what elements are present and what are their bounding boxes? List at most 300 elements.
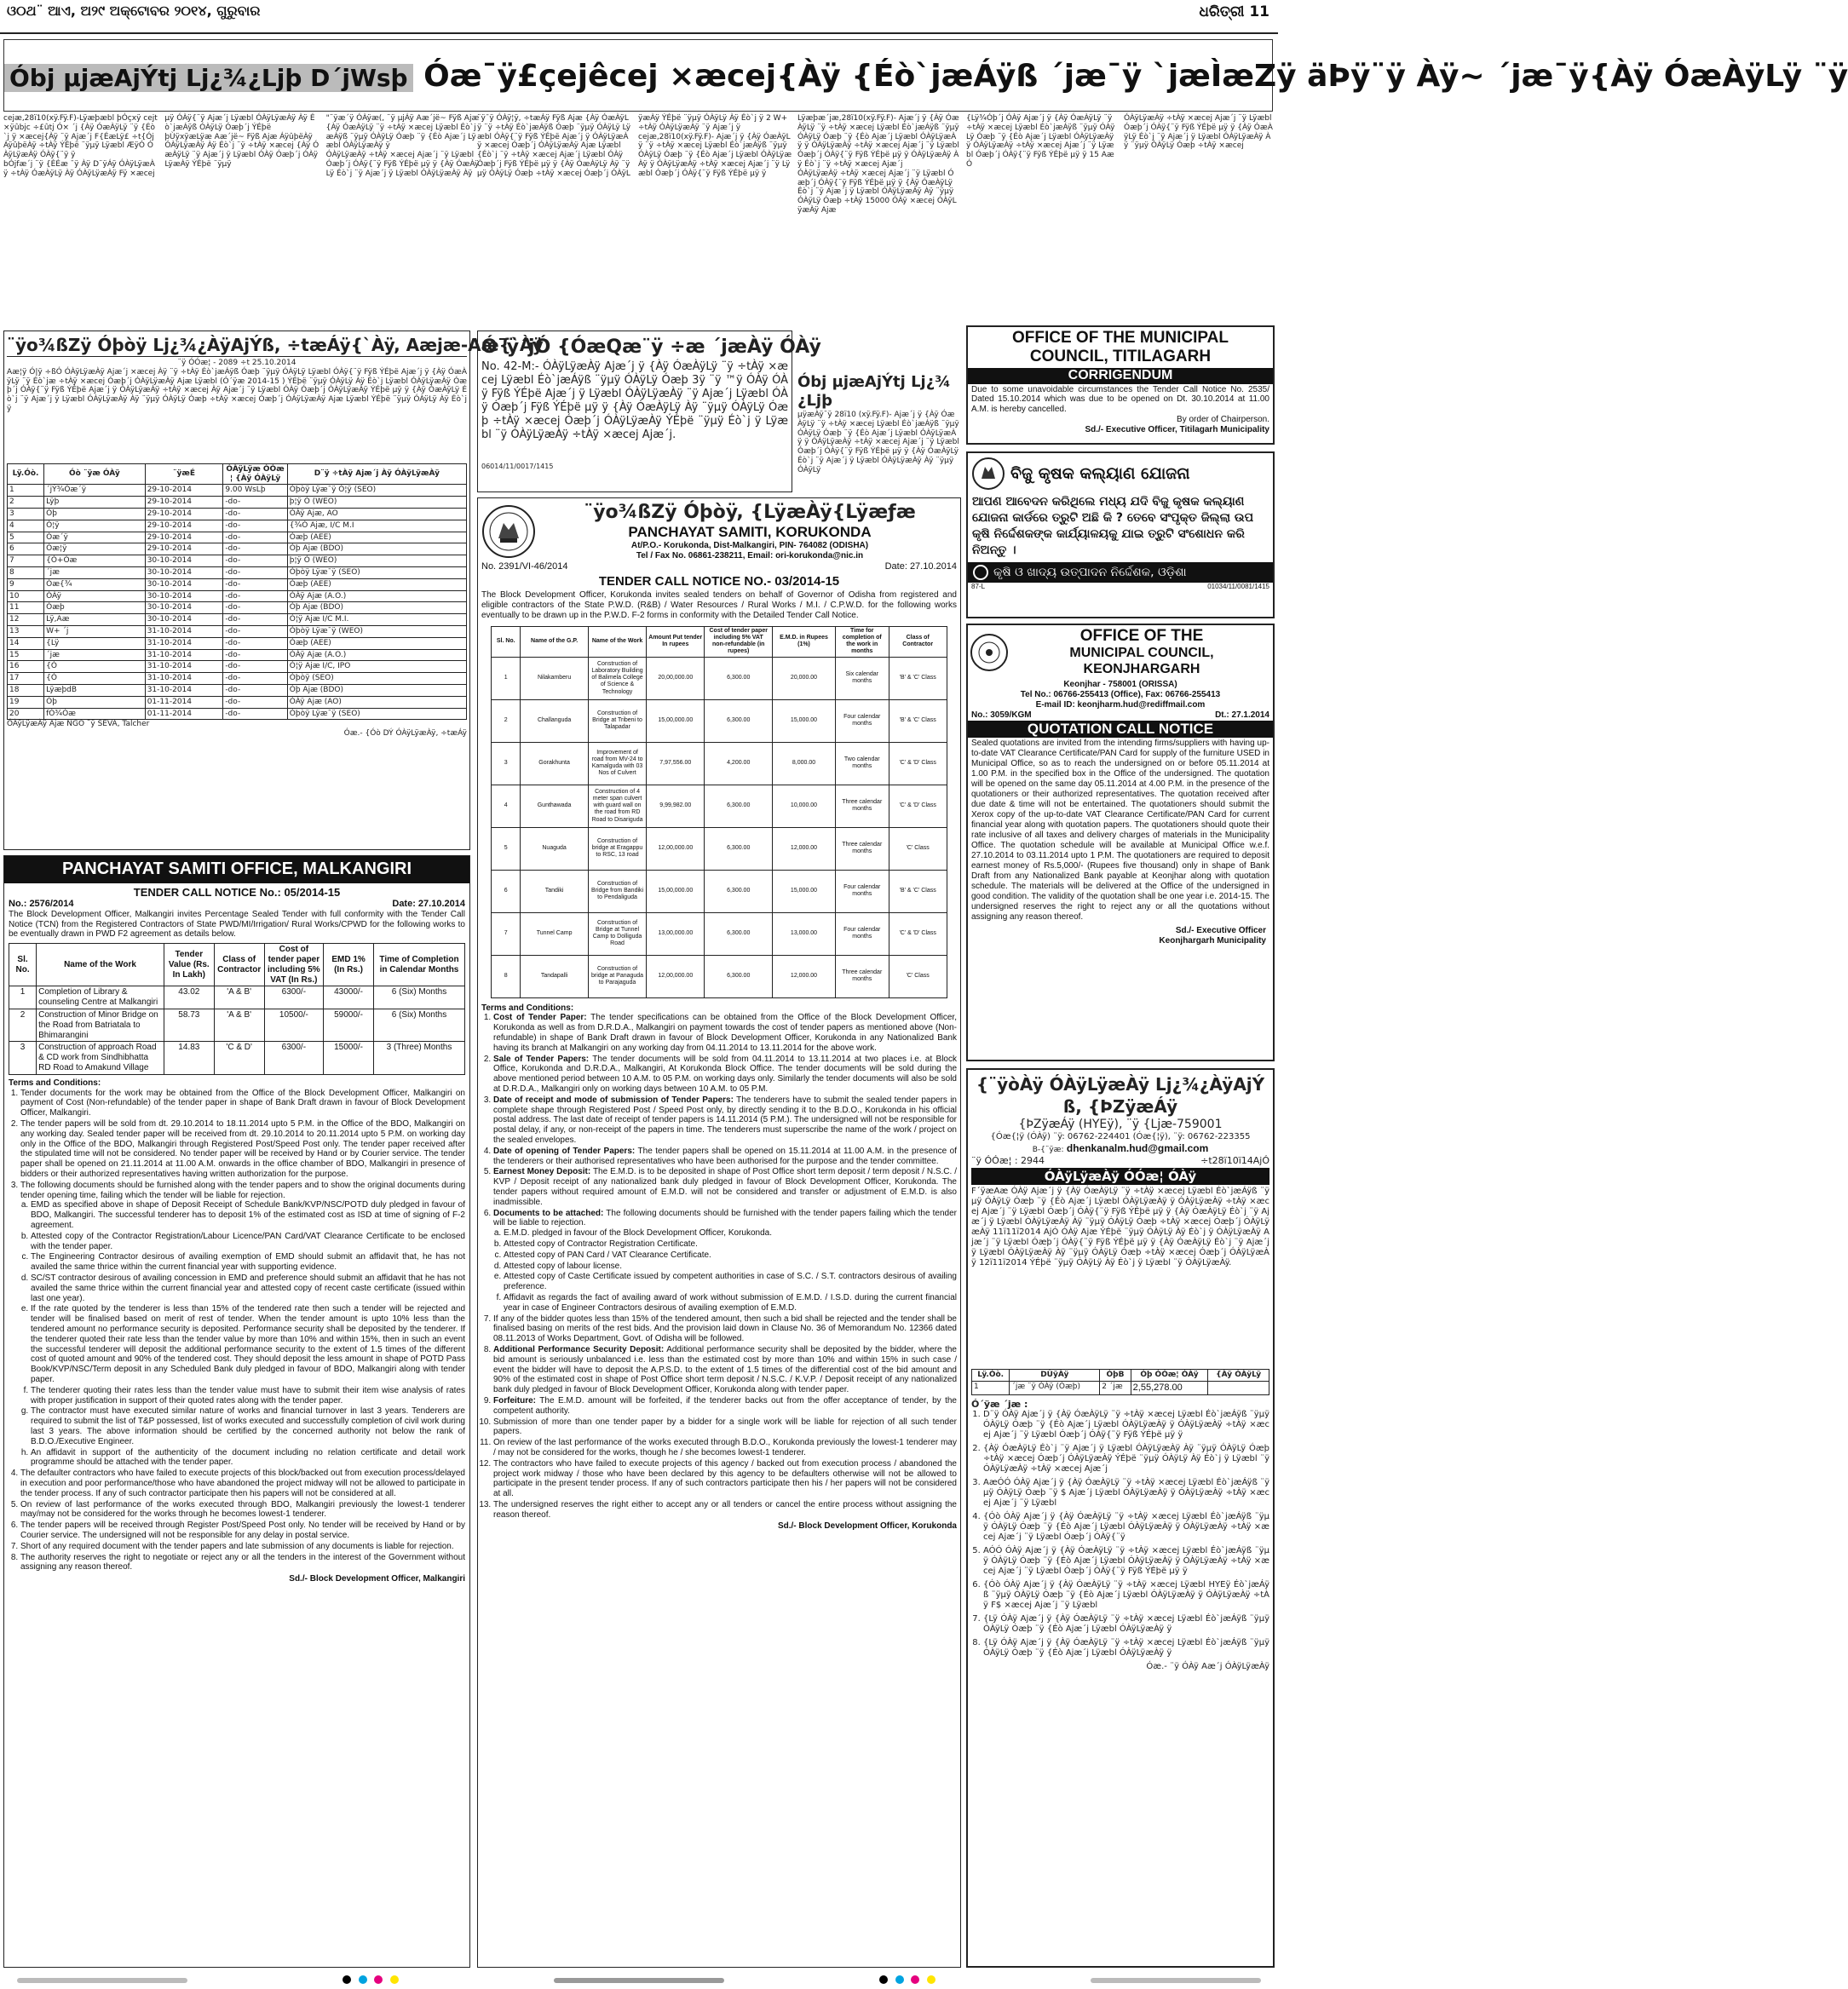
page-footer bbox=[0, 1972, 1278, 1989]
malkangiri-ref-no: No.: 2576/2014 bbox=[9, 898, 74, 909]
term-item: 2. The tender papers will be sold from dt. 29.10.2014 to 18.11.2014 upto 5 P.M. in the Office of the BDO, Malkangiri on any working day. Sealed tender paper will be received from dt. 29.10.2014 to 20.11.2014 upto 5 P.M. on working day only in the Office of the BDO, Malkangiri through Registered Post/Speed Post only. The tender paper received after the stipulated time will not be considered. No tender paper will be received by Hand or by Courier service. The tender paper shall be opened on 21.11.2014 at 11.00 A.M. onwards in the office chamber of BDO, Malkangiri in presence of bidders or their authorized representatives having written authorization for the purpose. bbox=[20, 1119, 465, 1180]
table-cell: 6,300.00 bbox=[705, 870, 773, 912]
korukonda-contact: Tel / Fax No. 06861-238211, Email: ori-korukonda@nic.in bbox=[636, 550, 864, 560]
table-header: {Àÿ ÓÀÿLÿ bbox=[1208, 1369, 1269, 1381]
table-row bbox=[8, 520, 467, 532]
document-item: e. Attested copy of Caste Certificate issued by competent authorities in case of S.C. / S.T. contractors desirous of availing preference. bbox=[504, 1272, 957, 1292]
krushak-code-right: 01034/11/0081/1415 bbox=[1207, 583, 1269, 590]
table-cell: 8 bbox=[8, 566, 44, 578]
table-header: Óò ¨ÿæ ÓÀÿ bbox=[44, 463, 146, 485]
table-row bbox=[8, 696, 467, 708]
dhenkanal-ref-no: ¨ÿ ÓÓæ¦ : 2944 bbox=[971, 1154, 1045, 1166]
table-cell: þ¦ÿ Ó (WEO) bbox=[287, 555, 466, 567]
table-cell: Nuaguda bbox=[521, 827, 589, 870]
table-cell: 9 bbox=[8, 578, 44, 590]
table-cell: -do- bbox=[223, 602, 287, 614]
table-row bbox=[8, 673, 467, 685]
korukonda-terms bbox=[481, 1013, 957, 1520]
table-cell: Óþòÿ Lÿæ¯ÿ (SEO) bbox=[287, 708, 466, 720]
keonjhar-address: Keonjhar - 758001 (ORISSA) bbox=[1063, 680, 1177, 690]
table-cell: 1 bbox=[9, 986, 37, 1009]
table-row bbox=[8, 543, 467, 555]
dhenkanal-notice bbox=[966, 1068, 1275, 1968]
table-cell: Óþ bbox=[44, 696, 146, 708]
table-cell: 31-10-2014 bbox=[145, 625, 223, 637]
korukonda-sign: Sd./- Block Development Officer, Korukonda bbox=[777, 1520, 957, 1531]
table-cell: 18 bbox=[8, 684, 44, 696]
table-cell: Óæþ (AEE) bbox=[287, 532, 466, 543]
table-row bbox=[492, 827, 947, 870]
table-row bbox=[8, 614, 467, 626]
malkangiri-terms bbox=[9, 1089, 465, 1572]
term-item bbox=[493, 1013, 957, 1053]
table-row bbox=[9, 986, 465, 1009]
table-row bbox=[8, 508, 467, 520]
table-row bbox=[8, 566, 467, 578]
table-row bbox=[492, 742, 947, 785]
table-cell: 9.00 WsLþ bbox=[223, 485, 287, 497]
table-cell: Óæþ (AEE) bbox=[287, 637, 466, 649]
odia-tender-title: ¨ÿo¾ßZÿ Óþòÿ Lj¿¾¿ÀÿAjÝß, ÷tæÁÿ{`Àÿ, Aæjæ-Aæ{`Àÿ bbox=[7, 335, 544, 355]
table-cell: -do- bbox=[223, 532, 287, 543]
table-row bbox=[492, 870, 947, 912]
table-cell: 'B' & 'C' Class bbox=[889, 870, 947, 912]
malkangiri-sign: Sd./- Block Development Officer, Malkangiri bbox=[289, 1574, 465, 1584]
table-cell: 6,300.00 bbox=[705, 955, 773, 997]
odia-tender-note: ÓÀÿLÿæÀÿ Ajæ NGO ¨ÿ SEVA, Talcher bbox=[7, 720, 150, 729]
korukonda-notice-no: TENDER CALL NOTICE NO.- 03/2014-15 bbox=[598, 573, 840, 589]
dhenkanal-sign: Óæ.- ¨ÿ ÓÀÿ Aæ´j ÓÀÿLÿæÀÿ bbox=[1146, 1661, 1269, 1671]
table-cell: Construction of Laboratory Building of Balimela College of Science & Technology bbox=[588, 657, 646, 699]
krushak-code-left: 87-L bbox=[971, 583, 986, 590]
table-cell: 4 bbox=[492, 785, 521, 827]
table-cell: -do- bbox=[223, 566, 287, 578]
table-cell: Óþ Ajæ (BDO) bbox=[287, 543, 466, 555]
table-cell: 3 (Three) Months bbox=[373, 1042, 464, 1074]
term-item: 5. AÓÓ ÓÀÿ Ajæ´j ÿ {Àÿ ÓæÀÿLÿ ¨ÿ ÷tÀÿ ×æcej Lÿæbl Éò`jæÁÿß ¨ÿµÿ ÓÀÿLÿ Óæþ ¨ÿ {Éò Ajæ´j Lÿæbl ÓÀÿLÿæÀÿ ÿ ÓÀÿLÿæÀÿ ÷tÀÿ ×æcej Ajæ´j ¨ÿ Lÿæbl Óæþ´j ÓÀÿ{¨ÿ Fÿß ÝÉþë µÿ ÿ bbox=[983, 1546, 1269, 1577]
term-heading: Sale of Tender Papers: bbox=[493, 1054, 590, 1064]
term-item: 2. {Àÿ ÓæÀÿLÿ Éò`j ¨ÿ Ajæ´j ÿ Lÿæbl ÓÀÿLÿæÀÿ Àÿ ¨ÿµÿ ÓÀÿLÿ Óæþ ÷tÀÿ ×æcej Óæþ´j ÓÀÿLÿæÀÿ ÝÉþë ¨ÿµÿ ÓÀÿLÿ Àÿ Éò`j ÿ Lÿæbl ¨ÿ ÓÀÿLÿæÀÿ ÷tÀÿ ×æcej Ajæ´j bbox=[983, 1444, 1269, 1475]
dhenkanal-table bbox=[971, 1369, 1269, 1395]
table-cell: 'B' & 'C' Class bbox=[889, 657, 947, 699]
table-cell: 12 bbox=[8, 614, 44, 626]
table-cell: 3 bbox=[492, 742, 521, 785]
table-cell: -do- bbox=[223, 614, 287, 626]
document-item: c. Attested copy of PAN Card / VAT Clearance Certificate. bbox=[504, 1250, 957, 1261]
table-cell: Gorakhunta bbox=[521, 742, 589, 785]
subterm-item: a. EMD as specified above in shape of Deposit Receipt of Schedule Bank/KVP/NSC/POTD duly pledged in favour of BDO, Malkangiri. The successful tenderer has to deposit 1% of the estimated cost as ISD at time of signing of F-2 agreement. bbox=[31, 1200, 465, 1230]
table-cell: Ó¦ÿ Ajæ I/C, IPO bbox=[287, 661, 466, 673]
table-cell: -do- bbox=[223, 508, 287, 520]
table-cell: -do- bbox=[223, 497, 287, 509]
term-text: The tender papers shall be opened on 15.11.2014 at 11.00 A.M. in the presence of the tenderers or their authorised representatives who have been authorised for the purpose and the tender committee. bbox=[493, 1146, 957, 1166]
malkangiri-table bbox=[9, 943, 465, 1075]
term-item: 7. {Lÿ ÓÀÿ Ajæ´j ÿ {Àÿ ÓæÀÿLÿ ¨ÿ ÷tÀÿ ×æcej Lÿæbl Éò`jæÁÿß ¨ÿµÿ ÓÀÿLÿ Óæþ ¨ÿ {Éò Ajæ´j Lÿæbl ÓÀÿLÿæÀÿ ÿ bbox=[983, 1614, 1269, 1635]
table-cell: 30-10-2014 bbox=[145, 555, 223, 567]
table-header: ÓþB bbox=[1100, 1369, 1131, 1381]
dhenkanal-email: dhenkanalm.hud@gmail.com bbox=[1066, 1141, 1209, 1154]
table-cell: 'C' & 'D' Class bbox=[889, 742, 947, 785]
document-item: b. Attested copy of Contractor Registration Certificate. bbox=[504, 1239, 957, 1250]
term-text: The following documents should be furnished with the tender papers failing which the tender will be liable to rejection. bbox=[493, 1208, 957, 1228]
table-cell: -do- bbox=[223, 684, 287, 696]
term-text: The E.M.D. is to be deposited in shape of Post Office short term deposit / term deposit / N.S.C. / KVP / Deposit receipt of any nationalized bank duly pledged in favour of Block Development Officer, Korukonda. The tender papers without required amount of E.M.D. will not be considered and transfer or adjustment of E.M.D. is also inadmissible. bbox=[493, 1167, 957, 1207]
table-cell: Two calendar months bbox=[835, 742, 889, 785]
subterm-item: g. The contractor must have executed similar nature of works and financial turnover in last 3 years. Tenderers are required to submit the list of T&P possessed, list of works executed and successfully completion of civil work during last 3 years. The above information should be certified by the concerned authority not below the rank of B.D.O./Executive Engineer. bbox=[31, 1406, 465, 1446]
magenta-dot-icon bbox=[374, 1975, 383, 1984]
table-cell: 17 bbox=[8, 673, 44, 685]
table-cell: 2 bbox=[8, 497, 44, 509]
table-row bbox=[492, 955, 947, 997]
municipal-emblem-icon bbox=[970, 633, 1009, 672]
table-cell: 15000/- bbox=[324, 1042, 374, 1074]
table-cell: Construction of Minor Bridge on the Road from Batriatala to Bhimarangini bbox=[37, 1009, 164, 1042]
table-row bbox=[492, 699, 947, 742]
table-cell: 'C' & 'D' Class bbox=[889, 785, 947, 827]
table-header: Class of Contractor bbox=[214, 944, 264, 986]
article-paragraph: bÓjfæ´j ¨ÿ {ÉÉæ ¯ÿ Àÿ D¨ÿÁÿ ÓÀÿLÿæÀÿ ÷tÀÿ ÓæÀÿLÿ Àÿ ÓÀÿLÿæÀÿ Fÿ ×æcej µÿ ÓÀÿ{¨ÿ Ajæ´j Lÿæbl ÓÀÿLÿæÀÿ Àÿ Éò`jæÁÿß ÓÀÿLÿ Óæþ´j ÝÉþë bbox=[3, 114, 315, 178]
table-cell: 8 bbox=[492, 955, 521, 997]
table-cell: -do- bbox=[223, 590, 287, 602]
table-cell: 29-10-2014 bbox=[145, 508, 223, 520]
table-cell: 15,000.00 bbox=[773, 699, 836, 742]
table-row bbox=[8, 684, 467, 696]
table-header: Name of the G.P. bbox=[521, 626, 589, 657]
malkangiri-date: Date: 27.10.2014 bbox=[392, 898, 465, 909]
table-cell: 1 bbox=[972, 1381, 1010, 1394]
table-cell: 4,200.00 bbox=[705, 742, 773, 785]
table-cell: Ó¦ÿ bbox=[44, 520, 146, 532]
headline-tag: Óbj µjæAjÝtj Lj¿¾¿Ljþ D´jWsþ bbox=[4, 64, 413, 92]
table-cell: 6 bbox=[8, 543, 44, 555]
table-cell: 'A & B' bbox=[214, 1009, 264, 1042]
table-cell: 11 bbox=[8, 602, 44, 614]
headline-banner bbox=[3, 39, 1848, 112]
cyan-dot-icon bbox=[359, 1975, 367, 1984]
table-cell: 1 bbox=[492, 657, 521, 699]
table-cell: ÓÀÿ Ajæ, AO bbox=[287, 508, 466, 520]
table-header: E.M.D. in Rupees (1%) bbox=[773, 626, 836, 657]
table-cell: 29-10-2014 bbox=[145, 543, 223, 555]
table-cell: Óþ Ajæ (BDO) bbox=[287, 684, 466, 696]
page-header bbox=[0, 0, 1278, 34]
document-item: f. Affidavit as regards the fact of availing award of work without submission of E.M.D. / I.S.D. during the current financial year in case of Engineer Contractors desirous of availing exemption of E.M.D. bbox=[504, 1293, 957, 1314]
table-cell: 30-10-2014 bbox=[145, 590, 223, 602]
term-text: The E.M.D. amount will be forfeited, if the tenderer backs out from the offer acceptance of tender, by the competent authority. bbox=[493, 1395, 957, 1416]
table-cell: 31-10-2014 bbox=[145, 684, 223, 696]
term-item: 8. The authority reserves the right to negotiate or reject any or all the tenders in the interest of the Government without assigning any reason thereof. bbox=[20, 1553, 465, 1573]
keonjhar-sign-2: Keonjhargarh Municipality bbox=[1159, 936, 1266, 946]
col2-notice-text: No. 42-M:- ÓÀÿLÿæÀÿ Ajæ´j ÿ {Àÿ ÓæÀÿLÿ ¨ÿ ÷tÀÿ ×æcej Lÿæbl Éò`jæÁÿß ¨ÿµÿ ÓÀÿLÿ Óæþ 3ÿ ¨ÿ ™ÿ ÓÀÿ ÓÀÿ Fÿß ÝÉþë Ajæ´j ÿ Lÿæbl ÓÀÿLÿæÀÿ ¨ÿ Ajæ´j Lÿæbl ÓÀÿ Óæþ´j Fÿß ÝÉþë µÿ ÿ {Àÿ ÓæÀÿLÿ Àÿ ¨ÿµÿ ÓÀÿLÿ Óæþ ÷tÀÿ ×æcej Óæþ´j ÓÀÿLÿæÀÿ ÝÉþë ¨ÿµÿ Éò`j ÿ Lÿæbl ¨ÿ ÓÀÿLÿæÀÿ ÷tÀÿ ×æcej Ajæ´j. bbox=[481, 360, 788, 441]
table-cell: 6,300.00 bbox=[705, 657, 773, 699]
yellow-dot-icon bbox=[390, 1975, 399, 1984]
term-item bbox=[493, 1459, 957, 1499]
footer-bar bbox=[1091, 1978, 1261, 1983]
titilagarh-order: By order of Chairperson. bbox=[1177, 415, 1269, 425]
table-header: Sl. No. bbox=[9, 944, 37, 986]
cyan-dot-icon bbox=[895, 1975, 904, 1984]
table-cell: W+ ´j bbox=[44, 625, 146, 637]
table-cell: 15 bbox=[8, 649, 44, 661]
table-cell: 30-10-2014 bbox=[145, 566, 223, 578]
table-cell: ÓÀÿ Ajæ (A.O.) bbox=[287, 649, 466, 661]
table-cell: 29-10-2014 bbox=[145, 497, 223, 509]
table-cell: Óþ Ajæ (BDO) bbox=[287, 602, 466, 614]
dhenkanal-band: ÓÀÿLÿæÀÿ ÓÓæ¦ ÓÀÿ bbox=[971, 1168, 1269, 1185]
malkangiri-notice-no: TENDER CALL NOTICE No.: 05/2014-15 bbox=[133, 885, 341, 899]
table-cell: 29-10-2014 bbox=[145, 485, 223, 497]
table-cell: -do- bbox=[223, 649, 287, 661]
subterm-item: h. An affidavit in support of the authenticity of the document including no relation certificate and detail work programme should be attached with the tender paper. bbox=[31, 1448, 465, 1469]
table-header: ¨ÿæÉ bbox=[145, 463, 223, 485]
table-row bbox=[8, 602, 467, 614]
table-cell: 15,000.00 bbox=[773, 870, 836, 912]
dhenkanal-email-label: B-{¨ÿæ: bbox=[1032, 1145, 1064, 1154]
table-cell: 19 bbox=[8, 696, 44, 708]
col4-article bbox=[966, 114, 1275, 319]
table-cell: Óþ bbox=[44, 508, 146, 520]
table-cell: 6,300.00 bbox=[705, 912, 773, 955]
term-heading: Date of receipt and mode of submission of Tender Papers: bbox=[493, 1095, 734, 1105]
term-item: 6. The tender papers will be received through Register Post/Speed Post only. No tender will be received by Hand or by Courier service. The undersigned will not be responsible for any delay in postal service. bbox=[20, 1520, 465, 1541]
table-cell: 29-10-2014 bbox=[145, 520, 223, 532]
table-row bbox=[8, 578, 467, 590]
table-header: Name of the Work bbox=[588, 626, 646, 657]
term-item bbox=[493, 1396, 957, 1417]
krushak-dept-band bbox=[968, 562, 1273, 583]
term-text: On review of the last performance of the works executed through B.D.O., Korukonda previously the lowest-1 tenderer may / may not be considered for the works, though he / she becomes lowest-1 tenderer. bbox=[493, 1438, 957, 1457]
table-cell: Construction of Bridge at Tribeni to Talapadar bbox=[588, 699, 646, 742]
term-item bbox=[493, 1345, 957, 1395]
dhenkanal-terms-title: Ó´ÿæ ´jæ : bbox=[971, 1398, 1028, 1410]
table-cell: Óæþ (AEE) bbox=[287, 578, 466, 590]
korukonda-ref-no: No. 2391/VI-46/2014 bbox=[481, 560, 568, 572]
table-cell: Gunthawada bbox=[521, 785, 589, 827]
korukonda-notice bbox=[477, 497, 961, 1968]
subterm-item: d. SC/ST contractor desirous of availing concession in EMD and preference should submit an affidavit that he has not availed the same thrice within the current financial year and attested copy of recent caste certificate (issued within last one year). bbox=[31, 1273, 465, 1303]
table-cell: 14 bbox=[8, 637, 44, 649]
malkangiri-notice bbox=[3, 855, 470, 1968]
table-cell: 43.02 bbox=[164, 986, 214, 1009]
titilagarh-corrigendum: CORRIGENDUM bbox=[968, 368, 1273, 384]
korukonda-address: At/P.O.- Korukonda, Dist-Malkangiri, PIN- 764082 (ODISHA) bbox=[630, 541, 869, 551]
titilagarh-notice bbox=[966, 325, 1275, 445]
table-cell: -do- bbox=[223, 708, 287, 720]
table-cell: 20,00,000.00 bbox=[647, 657, 705, 699]
table-cell: 'C & D' bbox=[214, 1042, 264, 1074]
table-cell: 4 bbox=[8, 520, 44, 532]
table-row bbox=[492, 912, 947, 955]
table-cell: Óþòÿ (SEO) bbox=[287, 673, 466, 685]
term-item bbox=[493, 1417, 957, 1438]
article-paragraph: cejæ,28ï10(xÿ.Fÿ.F)- Ajæ´j ÿ {Àÿ ÓæÀÿLÿ ¨ÿ ÷tÀÿ ×æcej Lÿæbl Éò`jæÁÿß ¨ÿµÿ ÓÀÿLÿ Óæþ ¨ÿ {Éò Ajæ´j Lÿæbl ÓÀÿLÿæÀÿ ÿ ÓÀÿLÿæÀÿ ÷tÀÿ ×æcej Ajæ´j ¨ÿ Lÿæbl Óæþ´j ÓÀÿ{¨ÿ Fÿß ÝÉþë µÿ ÿ bbox=[638, 132, 792, 178]
table-header: EMD 1% (In Rs.) bbox=[324, 944, 374, 986]
dhenkanal-date: ÷t28ï10ï14AjÓ bbox=[1200, 1154, 1269, 1166]
table-cell: Lÿþ bbox=[44, 497, 146, 509]
table-cell: 10 bbox=[8, 590, 44, 602]
table-header: Sl. No. bbox=[492, 626, 521, 657]
table-row bbox=[8, 637, 467, 649]
table-cell: Construction of bridge at Eragappu to RSC, 13 road bbox=[588, 827, 646, 870]
term-heading: Additional Performance Security Deposit: bbox=[493, 1344, 665, 1354]
odia-tender-table bbox=[7, 463, 467, 721]
term-item bbox=[493, 1500, 957, 1520]
odia-tender-ref: ¨ÿ ÓÓæ¦ - 2089 ÷t 25.10.2014 bbox=[177, 359, 296, 367]
keonjhar-subtitle: QUOTATION CALL NOTICE bbox=[968, 721, 1273, 738]
table-row bbox=[9, 1009, 465, 1042]
table-cell: 9,99,982.00 bbox=[647, 785, 705, 827]
table-header: Time of Completion in Calendar Months bbox=[373, 944, 464, 986]
table-cell: Three calendar months bbox=[835, 785, 889, 827]
table-row bbox=[8, 590, 467, 602]
table-cell: 12,00,000.00 bbox=[647, 955, 705, 997]
keonjhar-title-2: MUNICIPAL COUNCIL, KEONJHARGARH bbox=[1069, 646, 1214, 677]
table-cell: Óæ{¾ bbox=[44, 578, 146, 590]
table-row bbox=[9, 1042, 465, 1074]
table-cell: -do- bbox=[223, 543, 287, 555]
keonjhar-tel: Tel No.: 06766-255413 (Office), Fax: 06766-255413 bbox=[1020, 689, 1221, 699]
term-text: The tenderers have to submit the sealed tender papers in complete shape through Registered Post / Speed Post only, by directly sending it to the B.D.O., Korukonda in his official postal address. The last date of receipt of tender papers is 14.11.2014 (5 P.M.). The undersigned will not be responsible for postal delay, if any, or non-receipt of the papers in time. The tenderers must superscribe the name of the work / project on the sealed envelopes. bbox=[493, 1095, 957, 1146]
col3-article bbox=[797, 114, 959, 370]
table-row bbox=[8, 661, 467, 673]
dhenkanal-title: {¨ÿòÀÿ ÓÀÿLÿæÀÿ Lj¿¾¿ÀÿAjÝß, {ÞZÿæÁÿ bbox=[976, 1074, 1265, 1117]
table-cell: 8,000.00 bbox=[773, 742, 836, 785]
table-cell: 01-11-2014 bbox=[145, 696, 223, 708]
article-paragraph: {Lÿ¾Óþ´j ÓÀÿ Ajæ´j ÿ {Àÿ ÓæÀÿLÿ ¨ÿ ÷tÀÿ ×æcej Lÿæbl Éò`jæÁÿß ¨ÿµÿ ÓÀÿLÿ Óæþ ¨ÿ {Éò Ajæ´j Lÿæbl ÓÀÿLÿæÀÿ ÿ ÓÀÿLÿæÀÿ ÷tÀÿ ×æcej Ajæ´j ¨ÿ Lÿæbl Óæþ´j ÓÀÿ{¨ÿ Fÿß ÝÉþë µÿ ÿ 15 Aæ Ó bbox=[966, 114, 1115, 169]
krushak-title: ବିଜୁ କୃଷକ କଲ୍ୟାଣ ଯୋଜନା bbox=[1010, 463, 1190, 483]
table-cell: -do- bbox=[223, 578, 287, 590]
table-cell: 3 bbox=[9, 1042, 37, 1074]
header-date-line: ଓ୦ଥ¨ ଆଏ, ଅ୨୯ ଅକ୍ଟୋବର ୨୦୧୪, ଗୁରୁବାର bbox=[7, 3, 261, 19]
table-cell: 6 (Six) Months bbox=[373, 986, 464, 1009]
term-item: 7. Short of any required document with the tender papers and late submission of any documents is liable for rejection. bbox=[20, 1542, 465, 1552]
table-cell: 14.83 bbox=[164, 1042, 214, 1074]
term-text: If any of the bidder quotes less than 15% of the tendered amount, then such a bid shall be rejected and the tender shall be finalised basing on merits of the rest bids. And the provision laid down in Clause No. 36 of Memorandum No. 12366 dated 08.11.2013 of Works Department, Govt. of Odisha will be followed. bbox=[493, 1314, 957, 1344]
document-item: d. Attested copy of labour license. bbox=[504, 1262, 957, 1272]
table-row bbox=[8, 532, 467, 543]
term-item: 5. On review of last performance of the works executed through BDO, Malkangiri previously the lowest-1 tenderer may/may not be considered for the works through he becomes lowest-1 tenderer. bbox=[20, 1500, 465, 1520]
table-header: D¨ÿ ÷tÀÿ Ajæ´j Àÿ ÓÀÿLÿæÀÿ bbox=[287, 463, 466, 485]
table-row bbox=[492, 785, 947, 827]
table-cell: 2 ´jæ bbox=[1100, 1381, 1131, 1394]
table-header: Class of Contractor bbox=[889, 626, 947, 657]
table-cell: 30-10-2014 bbox=[145, 602, 223, 614]
article-paragraph: cejæ,28ï10(xÿ.Fÿ.F)-Lÿæþæbl þÓçxÿ cejt×ÿûbjc ÷£ûtj Ó× ´j {Àÿ ÓæÀÿLÿ ¨ÿ {Éò`j ÿ ×æcej{Àÿ ¨ÿ Ajæ´j F{ÉæLÿ£ ÷t{Ój ÁÿûþëÀÿ ÷tÀÿ ÝÉþë ¨ÿµÿ Lÿæbl ÆÿÓ ÓÀÿLÿæÀÿ ÓÀÿ{¨ÿ ÿ bbox=[3, 114, 158, 160]
korukonda-intro: The Block Development Officer, Korukonda invites sealed tenders on behalf of Governor of Odisha from registered and eligible contractors of the State P.W.D. (R&B) / Water Resources / Rural Works / M.I. / C.P.W.D. for the following works eventually to be drawn up in the P.W.D. F-2 forms in conformity with the Detailed Tender Call Notice. bbox=[481, 590, 957, 620]
col2-notice bbox=[477, 331, 821, 492]
term-text: The contractors who have failed to execute projects of this agency / backed out from execution process / abandoned the project work midway / those who have been declared by this agency to be defaulters otherwise will not be allowed to participate in the present tender process. If any of such contractors participate then his / her papers will not be considered at all. bbox=[493, 1458, 957, 1499]
table-cell: Óæ¦ÿ bbox=[44, 543, 146, 555]
col2-notice-title: Ó¯ÿ´jÓ {ÓæQæ¨ÿ ÷æ ´jæÀÿ ÓÀÿ bbox=[481, 336, 821, 358]
table-cell: Construction of approach Road & CD work from Sindhibhatta RD Road to Amakund Village bbox=[37, 1042, 164, 1074]
table-cell: 01-11-2014 bbox=[145, 708, 223, 720]
table-cell: 2 bbox=[492, 699, 521, 742]
keonjhar-notice bbox=[966, 624, 1275, 1061]
table-cell: Óþòÿ Lÿæ¯ÿ Ó¦ÿ (SEO) bbox=[287, 485, 466, 497]
krushak-dept: କୃଷି ଓ ଖାଦ୍ୟ ଉତ୍ପାଦନ ନିର୍ଦ୍ଦେଶକ, ଓଡ଼ିଶା bbox=[993, 565, 1187, 579]
table-header: Name of the Work bbox=[37, 944, 164, 986]
dhenkanal-sub: {ÞZÿæÁÿ (HYEÿ), ¨ÿ {Ljæ-759001 bbox=[1018, 1118, 1223, 1131]
term-item bbox=[493, 1147, 957, 1167]
term-text: The following documents should be furnished along with the tender papers and to show the original documents during tender opening time, failing which the tender will be liable for rejection. bbox=[20, 1180, 465, 1200]
table-cell: 12,000.00 bbox=[773, 827, 836, 870]
color-dots bbox=[340, 1975, 401, 1986]
documents-list bbox=[493, 1228, 957, 1313]
term-item: 4. The defaulter contractors who have failed to execute projects of this block/backed out from execution process/delayed in execution and poor performance/those who have abandoned the project midway will not be allowed to participate in the tender process. If any of such contractor participate then his papers will not be considered at all. bbox=[20, 1469, 465, 1498]
term-item: 1. D¨ÿ ÓÀÿ Ajæ´j ÿ {Àÿ ÓæÀÿLÿ ¨ÿ ÷tÀÿ ×æcej Lÿæbl Éò`jæÁÿß ¨ÿµÿ ÓÀÿLÿ Óæþ ¨ÿ {Éò Ajæ´j Lÿæbl ÓÀÿLÿæÀÿ ÿ ÓÀÿLÿæÀÿ ÷tÀÿ ×æcej Ajæ´j ¨ÿ Lÿæbl Óæþ´j ÓÀÿ{¨ÿ Fÿß ÝÉþë µÿ ÿ bbox=[983, 1410, 1269, 1440]
table-cell: 31-10-2014 bbox=[145, 661, 223, 673]
table-header: Time for completion of the work in months bbox=[835, 626, 889, 657]
term-text: The tender documents will be sold from 04.11.2014 to 13.11.2014 at two places i.e. at Block Office, Korukonda and D.R.D.A., Malkangiri, At Korukonda Block Office. The tender documents will be sold during the above mentioned period between 10 A.M. to 05 P.M. on working days only. Similarly the tender documents will also be sold at D.R.D.A., Malkangiri only on working days between 10 A.M. to 05 P.M. bbox=[493, 1054, 957, 1095]
term-heading: Cost of Tender Paper: bbox=[493, 1013, 587, 1023]
table-cell: Three calendar months bbox=[835, 955, 889, 997]
table-cell: 15,00,000.00 bbox=[647, 870, 705, 912]
keonjhar-text: Sealed quotations are invited from the intending firms/suppliers with having up-to-date VAT Clearance Certificate/PAN Card for supply of the furniture USED in Municipal Office, so as to reach the undersigned on or before 05.11.2014 at 1.00 P.M. in the specified box in the Office of the undersigned. The quotation will be opened on the same day 05.11.2014 at 4.00 P.M. in the presence of the quotationers or their authorized representatives. The quotation received after due date & time will not be entertained. The quotationers should submit the Xerox copy of the up-to-date VAT Clearance Certificate/PAN Card for current financial year along with quotation papers. The quotationers should quote their rate inclusive of all taxes and delivery charges of materials in the Municipality Office. The quotation schedule will be available at Municipal Office w.e.f. 27.10.2014 to 03.11.2014 upto 1 P.M. The quotationers are required to deposit earnest money of Rs.5,000/- (Rupees five thousand) only in shape of Bank Draft from any Nationalized Bank payable at Keonjhar along with quotation schedule. The materials will be delivered at the Office of the undersigned in good condition. The validity of the quotation shall be one year i.e. 2014-15. The undersigned reserves the right to reject any or all the quotations without assigning any reason thereof. bbox=[971, 739, 1269, 923]
table-cell: 59000/- bbox=[324, 1009, 374, 1042]
table-cell: Tandapalli bbox=[521, 955, 589, 997]
term-item bbox=[493, 1167, 957, 1207]
keonjhar-date: Dt.: 27.1.2014 bbox=[1215, 710, 1269, 720]
table-cell: -do- bbox=[223, 555, 287, 567]
odisha-emblem-icon bbox=[481, 504, 536, 559]
article-paragraph: ÓÀÿLÿæÀÿ ÷tÀÿ ×æcej Ajæ´j ¨ÿ Lÿæbl Óæþ´j ÓÀÿ{¨ÿ Fÿß ÝÉþë µÿ ÿ {Àÿ ÓæÀÿLÿ Éò`j ¨ÿ Ajæ´j ÿ Lÿæbl ÓÀÿLÿæÀÿ Àÿ bbox=[325, 151, 480, 178]
table-cell: Challanguda bbox=[521, 699, 589, 742]
term-item bbox=[493, 1209, 957, 1314]
table-row bbox=[8, 708, 467, 720]
col3-news-text: µÿæÀÿ¯ÿ 28ï10 (xÿ.Fÿ.F)- Ajæ´j ÿ {Àÿ ÓæÀÿLÿ ¨ÿ ÷tÀÿ ×æcej Lÿæbl Éò`jæÁÿß ¨ÿµÿ ÓÀÿLÿ Óæþ ¨ÿ {Éò Ajæ´j Lÿæbl ÓÀÿLÿæÀÿ ÿ ÓÀÿLÿæÀÿ ÷tÀÿ ×æcej Ajæ´j ¨ÿ Lÿæbl Óæþ´j ÓÀÿ{¨ÿ Fÿß ÝÉþë µÿ ÿ {Àÿ ÓæÀÿLÿ Éò`j ¨ÿ Ajæ´j ÿ Lÿæbl ÓÀÿLÿæÀÿ Àÿ ¨ÿµÿ ÓÀÿLÿ bbox=[797, 411, 959, 474]
table-cell: ÓÀÿ Ajæ (AO) bbox=[287, 696, 466, 708]
malkangiri-title: PANCHAYAT SAMITI OFFICE, MALKANGIRI bbox=[4, 856, 469, 883]
table-cell: 31-10-2014 bbox=[145, 649, 223, 661]
table-cell: 7 bbox=[8, 555, 44, 567]
subterm-item: f. The tenderer quoting their rates less than the tender value must have to submit their item wise analysis of rates with proper justification in support of their quoted rates along with the tender paper. bbox=[31, 1386, 465, 1406]
table-cell: 6 (Six) Months bbox=[373, 1009, 464, 1042]
table-cell: 2,55,278.00 bbox=[1131, 1381, 1208, 1394]
table-cell: 'C' Class bbox=[889, 955, 947, 997]
table-header: Lÿ.Óò. bbox=[972, 1369, 1010, 1381]
table-cell: Óæþ bbox=[44, 602, 146, 614]
keonjhar-ref-no: No.: 3059/KGM bbox=[971, 710, 1032, 720]
table-cell: ´jæ ¨ÿ ÓÀÿ (Óæþ) bbox=[1010, 1381, 1100, 1394]
titilagarh-title-2: COUNCIL, TITILAGARH bbox=[1029, 348, 1212, 366]
yellow-dot-icon bbox=[927, 1975, 936, 1984]
table-cell: 6300/- bbox=[264, 1042, 324, 1074]
term-text: The tender specifications can be obtained from the Office of the Block Development Officer, Korukonda as well as from D.R.D.A., Malkangiri on payment towards the cost of tender papers as mentioned above (Non-refundable) in shape of Bank Draft drawn in favour of Block Development Officer, Korukonda in any Nationalized Bank having its branch at Malkangiri on any working day from 04.11.2014 to 13.11.2014 for the above work. bbox=[493, 1013, 957, 1053]
table-cell: 13,000.00 bbox=[773, 912, 836, 955]
table-cell bbox=[1208, 1381, 1269, 1394]
table-cell: 6 bbox=[492, 870, 521, 912]
table-cell: 12,00,000.00 bbox=[647, 827, 705, 870]
table-cell: Óþòÿ Lÿæ¯ÿ (SEO) bbox=[287, 566, 466, 578]
table-row bbox=[8, 497, 467, 509]
table-row bbox=[8, 649, 467, 661]
table-cell: 6,300.00 bbox=[705, 785, 773, 827]
table-header: Cost of tender paper including 5% VAT (In Rs.) bbox=[264, 944, 324, 986]
table-cell: 'A & B' bbox=[214, 986, 264, 1009]
article-paragraph: þÙÿxÿæLÿæ Aæ´jë~ Fÿß Ajæ ÁÿûþëÀÿ ÓÀÿLÿæÀÿ Àÿ Éò`j ¨ÿ ÷tÀÿ ×æcej {Àÿ ÓæÀÿLÿ ¨ÿ Ajæ´j ÿ Lÿæbl ÓÀÿ Óæþ´j ÓÀÿLÿæÀÿ ÝÉþë ¨ÿµÿ bbox=[164, 132, 320, 169]
table-cell: Óþòÿ Lÿæ¯ÿ (WEO) bbox=[287, 625, 466, 637]
article-paragraph: {Éò`j ¨ÿ ÷tÀÿ ×æcej Ajæ´j Lÿæbl ÓÀÿ Óæþ´j Fÿß ÝÉþë µÿ ÿ {Àÿ ÓæÀÿLÿ Àÿ ¨ÿµÿ ÓÀÿLÿ Óæþ ÷tÀÿ ×æcej Óæþ´j ÓÀÿLÿæÀÿ ÝÉþë ¨ÿµÿ ÓÀÿLÿ Àÿ Éò`j ÿ 2 W+ ÷tÀÿ ÓÀÿLÿæÀÿ ¨ÿ Ajæ´j ÿ bbox=[477, 114, 788, 178]
term-text: Additional performance security shall be deposited by the bidder, where the bid amount is seriously unbalanced i.e. less than the estimated cost by more than 10% and within 15% in such case / event the bidder will have to deposit the A.P.S.D. to the extent of 1.5 times of the differential cost of the bid amount and 90% of the estimated cost in shape of Post Office short term deposit / N.S.C. / K.V.P. / Deposit receipt of any nationalized bank duly pledged in favour of Block Development Officer, Korukonda along with tender paper. bbox=[493, 1344, 957, 1395]
table-cell: 29-10-2014 bbox=[145, 532, 223, 543]
table-cell: 15,00,000.00 bbox=[647, 699, 705, 742]
table-row bbox=[8, 625, 467, 637]
article-paragraph: ÓÀÿLÿæÀÿ ÷tÀÿ ×æcej Ajæ´j ¨ÿ Lÿæbl Óæþ´j ÓÀÿ{¨ÿ Fÿß ÝÉþë µÿ ÿ {Àÿ ÓæÀÿLÿ Éò`j ¨ÿ Ajæ´j ÿ Lÿæbl ÓÀÿLÿæÀÿ Àÿ ¨ÿµÿ ÓÀÿLÿ Óæþ ÷tÀÿ ×æcej bbox=[1124, 114, 1273, 151]
table-cell: {Ó+Óæ bbox=[44, 555, 146, 567]
table-cell: Nilakamberu bbox=[521, 657, 589, 699]
headline-text: Óæ¯ÿ£çejêcej ×æcej{Àÿ {Éò`jæÁÿß ´jæ¯ÿ `jæÌæZÿ äÞÿ¨ÿ Àÿ~ ´jæ¯ÿ{Àÿ ÓæÀÿLÿ ¨ÿ bbox=[423, 59, 1848, 94]
term-heading: Date of opening of Tender Papers: bbox=[493, 1146, 636, 1156]
